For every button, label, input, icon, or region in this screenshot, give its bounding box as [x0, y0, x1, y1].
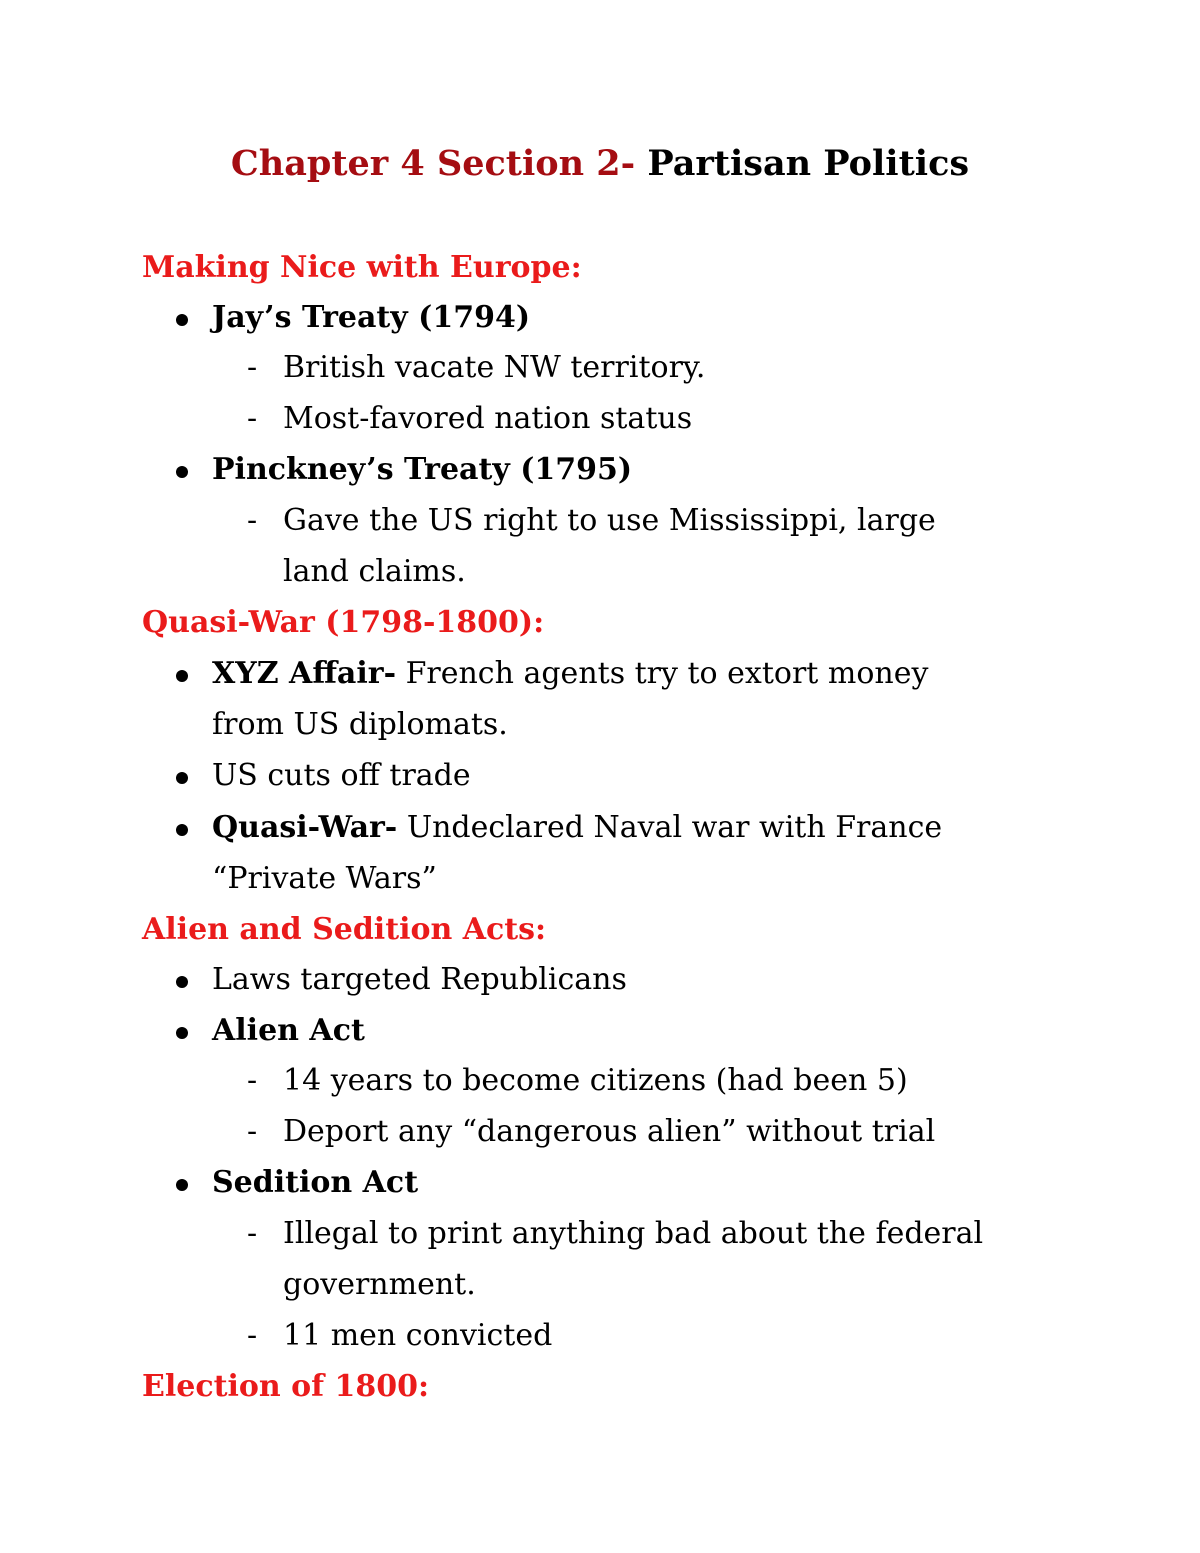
bullet-icon	[176, 772, 188, 784]
section-heading: Making Nice with Europe:	[142, 250, 582, 285]
bullet-icon	[176, 670, 188, 682]
bullet-icon	[176, 824, 188, 836]
sub-item-text: Most-favored nation status	[283, 401, 693, 436]
item-term: Quasi-War-	[212, 810, 398, 845]
section-heading: Quasi-War (1798-1800):	[142, 605, 545, 640]
sub-item-continuation: land claims.	[283, 554, 466, 589]
item-continuation: from US diplomats.	[212, 707, 508, 742]
item-text: Laws targeted Republicans	[212, 962, 627, 997]
sub-item-text: Deport any “dangerous alien” without trial	[283, 1114, 936, 1149]
sub-item-text: 14 years to become citizens (had been 5)	[283, 1063, 908, 1098]
dash-marker: -	[247, 1318, 258, 1353]
item-text: Jay’s Treaty (1794)	[212, 300, 531, 335]
dash-marker: -	[247, 401, 258, 436]
dash-marker: -	[247, 1063, 258, 1098]
sub-item-text: 11 men convicted	[283, 1318, 553, 1353]
item-term: XYZ Affair-	[212, 656, 397, 691]
item-text: Alien Act	[212, 1013, 365, 1048]
dash-marker: -	[247, 1114, 258, 1149]
page-title	[0, 143, 1200, 184]
sub-item-text: British vacate NW territory.	[283, 350, 706, 385]
dash-marker: -	[247, 1216, 258, 1251]
bullet-icon	[176, 1027, 188, 1039]
item-text: Undeclared Naval war with France	[406, 810, 943, 845]
title-chapter: Chapter 4 Section 2-	[230, 143, 636, 184]
dash-marker: -	[247, 503, 258, 538]
bullet-icon	[176, 314, 188, 326]
item-text: Sedition Act	[212, 1165, 419, 1200]
sub-item-text: Gave the US right to use Mississippi, large	[283, 503, 936, 538]
item-text: US cuts off trade	[212, 758, 471, 793]
bullet-icon	[176, 466, 188, 478]
sub-item-text: Illegal to print anything bad about the federal	[283, 1216, 984, 1251]
section-heading: Election of 1800:	[142, 1369, 430, 1404]
item-text: Pinckney’s Treaty (1795)	[212, 452, 633, 487]
title-topic: Partisan Politics	[647, 143, 970, 184]
item-text: French agents try to extort money	[405, 656, 929, 691]
dash-marker: -	[247, 350, 258, 385]
bullet-icon	[176, 1179, 188, 1191]
item-continuation: “Private Wars”	[212, 861, 437, 896]
section-heading: Alien and Sedition Acts:	[142, 912, 547, 947]
sub-item-continuation: government.	[283, 1267, 476, 1302]
bullet-icon	[176, 976, 188, 988]
